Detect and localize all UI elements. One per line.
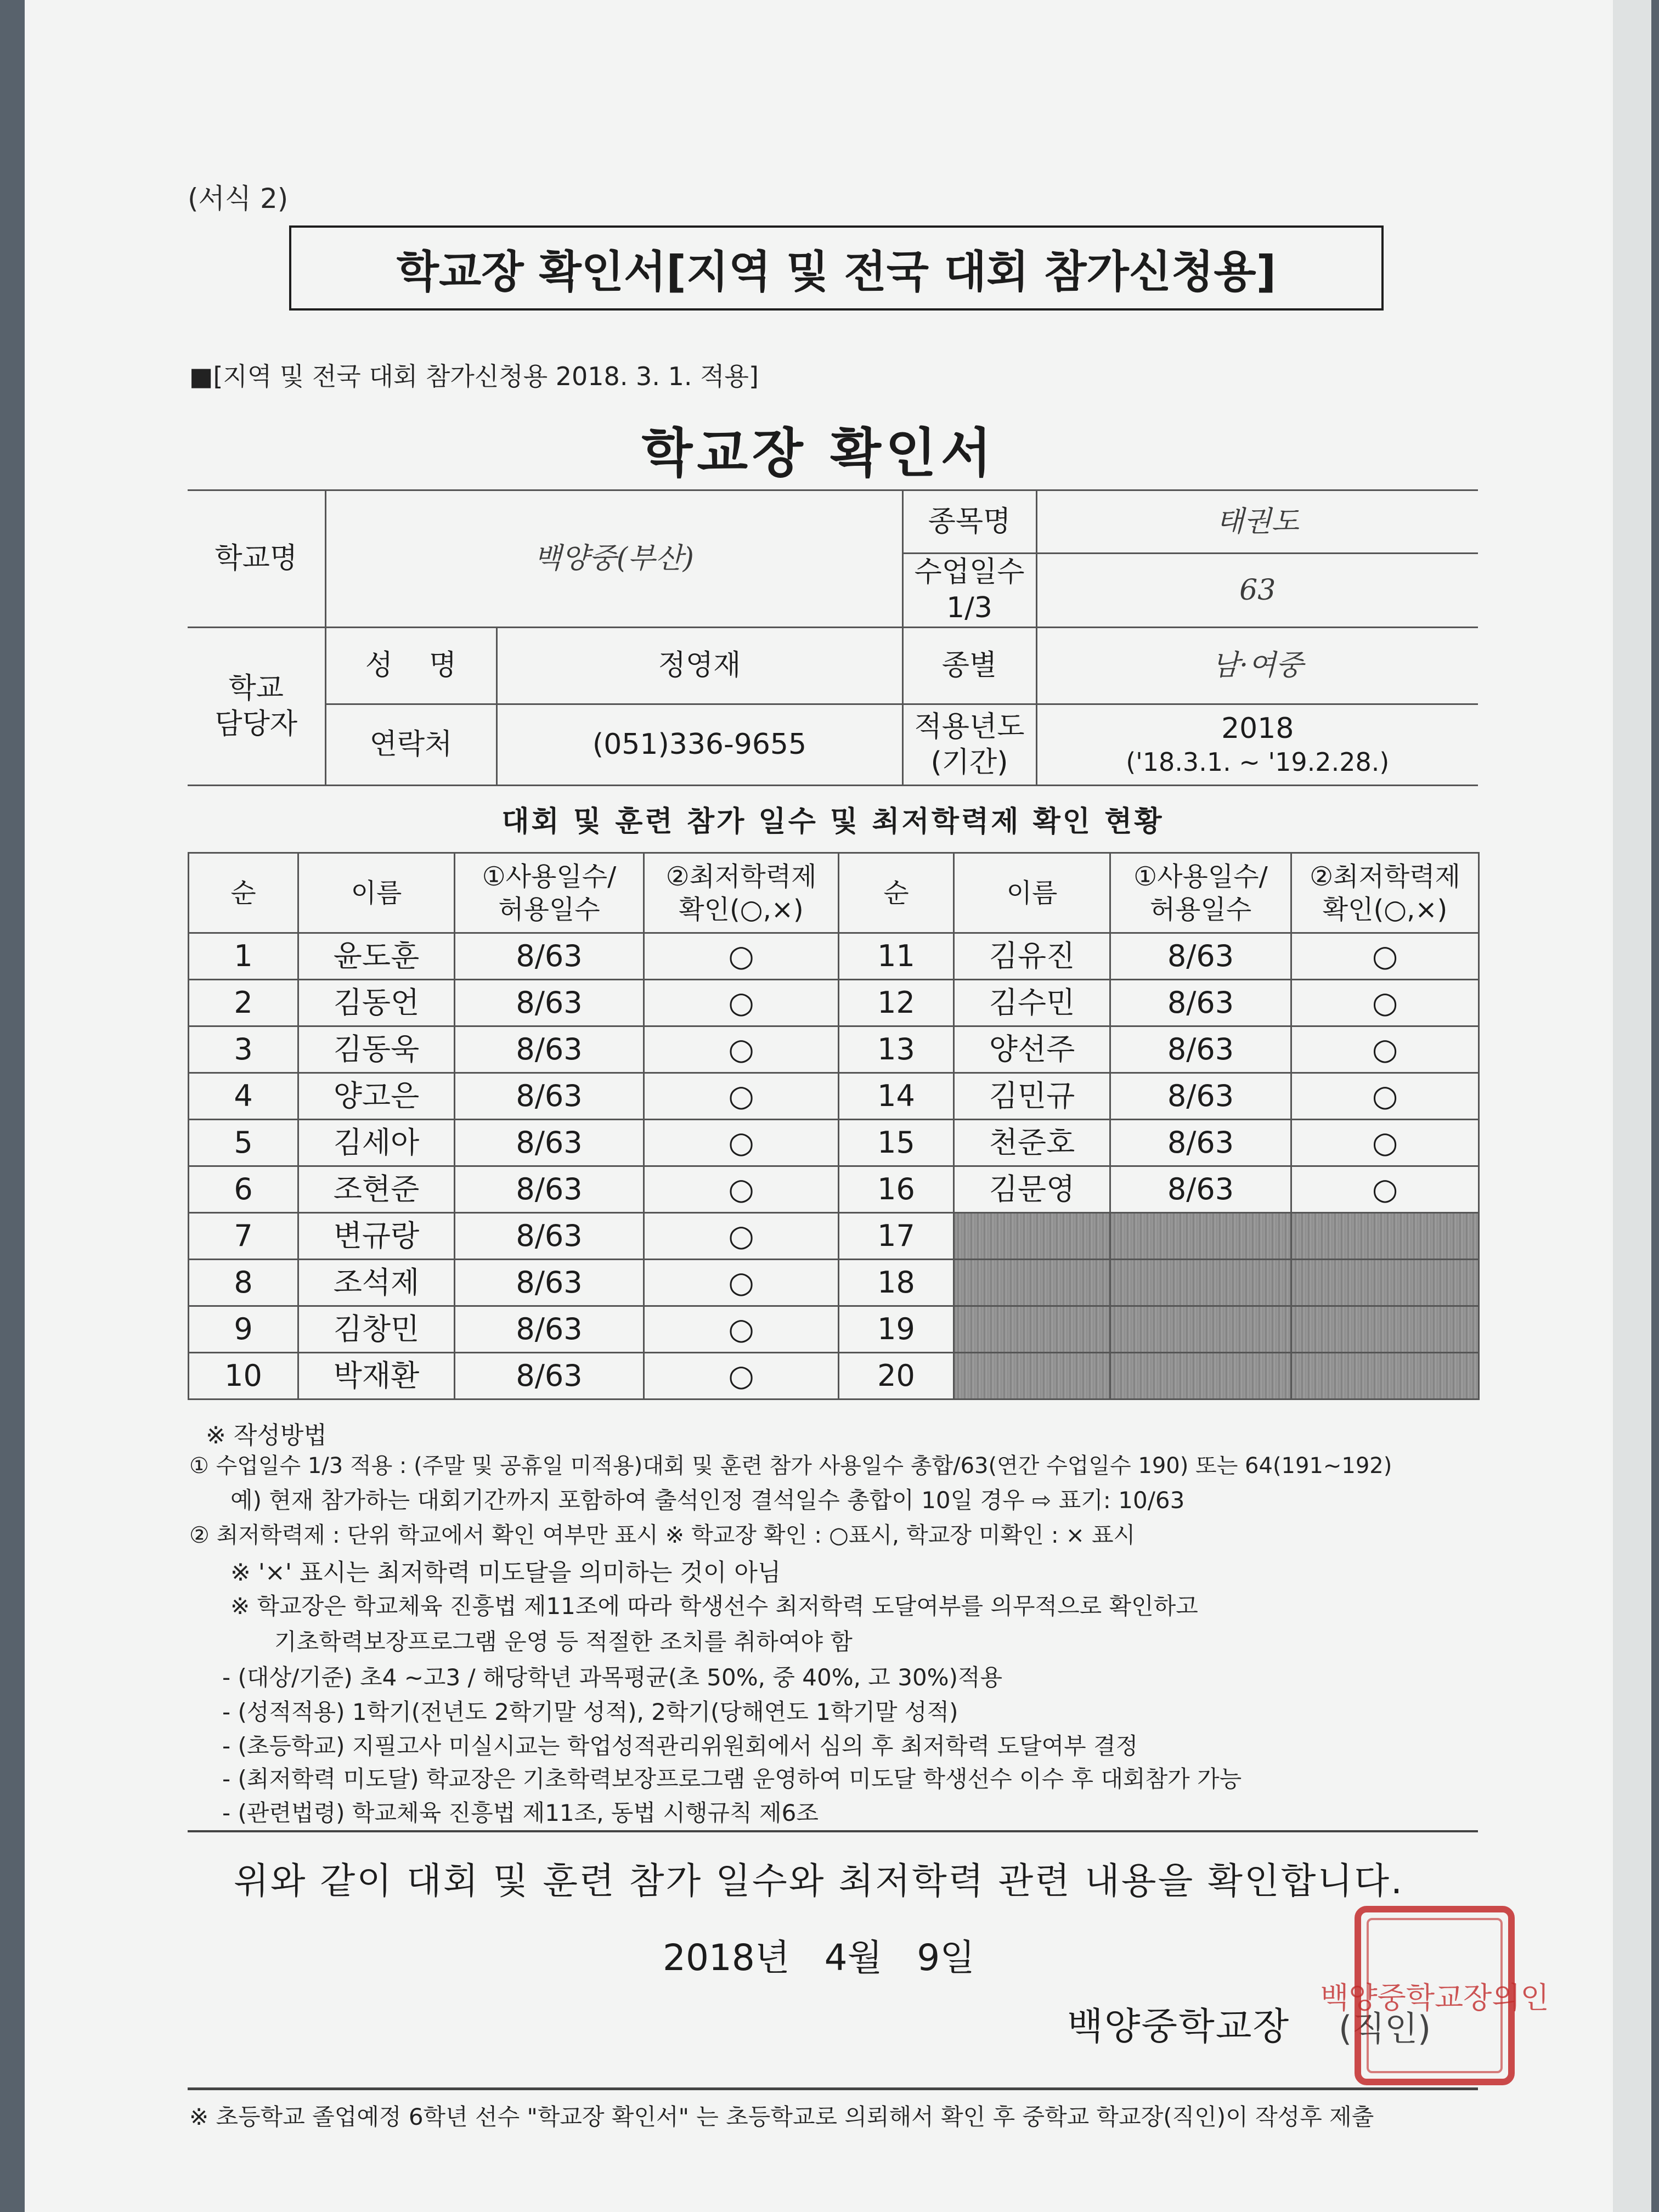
header-name-right: 이름 — [954, 853, 1110, 933]
roster-name: 박재환 — [298, 1353, 455, 1400]
header-min-line2: 확인(○,×) — [679, 894, 804, 925]
issue-date: 2018년 4월 9일 — [662, 1937, 975, 1979]
roster-no: 7 — [189, 1213, 298, 1260]
header-min — [644, 853, 839, 933]
roster-no: 3 — [189, 1026, 298, 1073]
year-label-line2: (기간) — [930, 746, 1008, 779]
name-value: 정영재 — [496, 628, 902, 704]
roster-days: 8/63 — [455, 1260, 644, 1306]
main-title: 학교장 확인서 — [641, 422, 996, 484]
contact-value: (051)336-9655 — [496, 704, 902, 786]
gender-value: 남·여중 — [1036, 628, 1478, 704]
header-days-right-line1: ①사용일수/ — [1133, 861, 1268, 892]
roster-check: ○ — [644, 1260, 839, 1306]
roster-days: 8/63 — [455, 980, 644, 1026]
roster-name-right: 양선주 — [954, 1026, 1110, 1073]
method-line6: 기초학력보장프로그램 운영 등 적절한 조치를 취하여야 함 — [274, 1628, 853, 1655]
footer-divider — [188, 2087, 1478, 2090]
roster-row — [189, 1353, 1479, 1400]
roster-days: 8/63 — [455, 1073, 644, 1120]
roster-no-right: 20 — [839, 1353, 954, 1400]
roster-row — [189, 1073, 1479, 1120]
roster-days-right — [1110, 1260, 1291, 1306]
roster-name-right — [954, 1306, 1110, 1353]
roster-check: ○ — [644, 1026, 839, 1073]
roster-name: 김세아 — [298, 1120, 455, 1166]
roster-check-right — [1291, 1353, 1479, 1400]
roster-no-right: 15 — [839, 1120, 954, 1166]
method-line4: ※ '×' 표시는 최저학력 미도달을 의미하는 것이 아님 — [230, 1559, 781, 1587]
principal-signature: 백양중학교장 — [1067, 2005, 1290, 2049]
year-value-line1: 2018 — [1221, 712, 1294, 746]
roster-name: 김동언 — [298, 980, 455, 1026]
roster-name-right: 김유진 — [954, 933, 1110, 980]
roster-name: 조석제 — [298, 1260, 455, 1306]
applicability-note: ■[지역 및 전국 대회 참가신청용 2018. 3. 1. 적용] — [189, 362, 759, 391]
roster-check-right — [1291, 1306, 1479, 1353]
roster-name-right: 천준호 — [954, 1120, 1110, 1166]
roster-check: ○ — [644, 980, 839, 1026]
class-days-value: 63 — [1036, 554, 1478, 628]
roster-no: 9 — [189, 1306, 298, 1353]
year-value — [1036, 704, 1478, 786]
roster-check: ○ — [644, 933, 839, 980]
document-page — [25, 0, 1613, 2212]
header-no: 순 — [189, 853, 298, 933]
roster-days: 8/63 — [455, 933, 644, 980]
roster-no: 5 — [189, 1120, 298, 1166]
seal-label: (직인) — [1339, 2008, 1431, 2049]
staff-label-line2: 담당자 — [215, 707, 298, 741]
staff-label-line1: 학교 — [228, 672, 284, 705]
header-days-right-line2: 허용일수 — [1149, 894, 1252, 925]
roster-check: ○ — [644, 1166, 839, 1213]
method-line3: ② 최저학력제 : 단위 학교에서 확인 여부만 표시 ※ 학교장 확인 : ○표시, 학교장 미확인 : × 표시 — [189, 1522, 1136, 1548]
roster-days-right: 8/63 — [1110, 1026, 1291, 1073]
roster-name: 조현준 — [298, 1166, 455, 1213]
roster-row — [189, 933, 1479, 980]
method-line5: ※ 학교장은 학교체육 진흥법 제11조에 따라 학생선수 최저학력 도달여부를 의무적으로 확인하고 — [230, 1593, 1198, 1620]
roster-name-right: 김민규 — [954, 1073, 1110, 1120]
roster-check-right: ○ — [1291, 1120, 1479, 1166]
roster-no-right: 19 — [839, 1306, 954, 1353]
event-value: 태권도 — [1036, 490, 1478, 554]
roster-row — [189, 1260, 1479, 1306]
roster-days-right: 8/63 — [1110, 980, 1291, 1026]
roster-no: 10 — [189, 1353, 298, 1400]
roster-row — [189, 1306, 1479, 1353]
seal-text: 백양중학교장의인 — [1320, 1980, 1549, 2015]
roster-days-right — [1110, 1306, 1291, 1353]
year-label-line1: 적용년도 — [914, 710, 1025, 743]
method-line10: - (최저학력 미도달) 학교장은 기초학력보장프로그램 운영하여 미도달 학생선수 이수 후 대회참가 가능 — [222, 1765, 1242, 1792]
roster-check: ○ — [644, 1120, 839, 1166]
roster-no-right: 13 — [839, 1026, 954, 1073]
roster-no-right: 17 — [839, 1213, 954, 1260]
roster-name: 김동욱 — [298, 1026, 455, 1073]
method-divider — [188, 1830, 1478, 1832]
method-line7: - (대상/기준) 초4 ~고3 / 해당학년 과목평균(초 50%, 중 40%, 고 30%)적용 — [222, 1664, 1003, 1691]
roster-days-right: 8/63 — [1110, 933, 1291, 980]
contact-label: 연락처 — [325, 704, 496, 786]
roster-name: 변규랑 — [298, 1213, 455, 1260]
roster-days-right: 8/63 — [1110, 1120, 1291, 1166]
header-min-right-line1: ②최저학력제 — [1310, 861, 1460, 892]
roster-row — [189, 980, 1479, 1026]
gender-label: 종별 — [902, 628, 1036, 704]
section-title: 대회 및 훈련 참가 일수 및 최저학력제 확인 현황 — [501, 805, 1164, 838]
header-min-right-line2: 확인(○,×) — [1322, 894, 1448, 925]
roster-days-right — [1110, 1353, 1291, 1400]
footer-note: ※ 초등학교 졸업예정 6학년 선수 "학교장 확인서" 는 초등학교로 의뢰해서 확인 후 중학교 학교장(직인)이 작성후 제출 — [189, 2103, 1374, 2130]
roster-no-right: 12 — [839, 980, 954, 1026]
class-days-label-line1: 수업일수 — [914, 556, 1025, 589]
method-heading: ※ 작성방법 — [206, 1421, 327, 1449]
form-number: (서식 2) — [188, 183, 289, 215]
roster-name: 윤도훈 — [298, 933, 455, 980]
roster-name-right — [954, 1260, 1110, 1306]
roster-no-right: 11 — [839, 933, 954, 980]
year-period: ('18.3.1. ~ '19.2.28.) — [1126, 747, 1390, 777]
roster-no: 1 — [189, 933, 298, 980]
roster-no: 4 — [189, 1073, 298, 1120]
roster-check-right: ○ — [1291, 933, 1479, 980]
roster-no-right: 18 — [839, 1260, 954, 1306]
class-days-label-line2: 1/3 — [946, 591, 992, 624]
class-days-label — [902, 554, 1036, 628]
name-label: 성 명 — [325, 628, 496, 704]
roster-days: 8/63 — [455, 1166, 644, 1213]
method-line1: ① 수업일수 1/3 적용 : (주말 및 공휴일 미적용)대회 및 훈련 참가 사용일수 총합/63(연간 수업일수 190) 또는 64(191~192) — [189, 1453, 1392, 1479]
roster-no: 8 — [189, 1260, 298, 1306]
roster-check: ○ — [644, 1213, 839, 1260]
header-days — [455, 853, 644, 933]
roster-no: 2 — [189, 980, 298, 1026]
method-line11: - (관련법령) 학교체육 진흥법 제11조, 동법 시행규칙 제6조 — [222, 1799, 819, 1826]
method-line8: - (성적적용) 1학기(전년도 2학기말 성적), 2학기(당해연도 1학기말 성적) — [222, 1699, 958, 1725]
year-label — [902, 704, 1036, 786]
roster-row — [189, 1166, 1479, 1213]
header-days-right — [1110, 853, 1291, 933]
roster-row — [189, 1026, 1479, 1073]
roster-days-right: 8/63 — [1110, 1166, 1291, 1213]
roster-name: 양고은 — [298, 1073, 455, 1120]
staff-label — [188, 628, 325, 786]
header-days-line1: ①사용일수/ — [482, 861, 617, 892]
header-min-line1: ②최저학력제 — [665, 861, 817, 892]
roster-name-right — [954, 1353, 1110, 1400]
header-days-line2: 허용일수 — [498, 894, 600, 925]
roster-check-right: ○ — [1291, 980, 1479, 1026]
roster-days-right: 8/63 — [1110, 1073, 1291, 1120]
method-line9: - (초등학교) 지필고사 미실시교는 학업성적관리위원회에서 심의 후 최저학력 도달여부 결정 — [222, 1733, 1138, 1759]
roster-no-right: 14 — [839, 1073, 954, 1120]
roster-days: 8/63 — [455, 1120, 644, 1166]
roster-check: ○ — [644, 1353, 839, 1400]
event-label: 종목명 — [902, 490, 1036, 554]
roster-check: ○ — [644, 1073, 839, 1120]
roster-name-right: 김수민 — [954, 980, 1110, 1026]
header-no-right: 순 — [839, 853, 954, 933]
document-title: 학교장 확인서[지역 및 전국 대회 참가신청용] — [289, 225, 1384, 311]
roster-days: 8/63 — [455, 1026, 644, 1073]
roster-days: 8/63 — [455, 1353, 644, 1400]
roster-name-right: 김문영 — [954, 1166, 1110, 1213]
roster-row — [189, 1213, 1479, 1260]
school-info-table — [188, 489, 1478, 786]
roster-days-right — [1110, 1213, 1291, 1260]
roster-no-right: 16 — [839, 1166, 954, 1213]
method-line2: 예) 현재 참가하는 대회기간까지 포함하여 출석인정 결석일수 총합이 10일 경우 ⇨ 표기: 10/63 — [230, 1487, 1185, 1514]
school-label: 학교명 — [188, 490, 325, 628]
roster-days: 8/63 — [455, 1213, 644, 1260]
roster-check-right: ○ — [1291, 1026, 1479, 1073]
roster-days: 8/63 — [455, 1306, 644, 1353]
roster-check-right: ○ — [1291, 1166, 1479, 1213]
roster-check-right: ○ — [1291, 1073, 1479, 1120]
roster-name: 김창민 — [298, 1306, 455, 1353]
roster-table — [188, 852, 1480, 1400]
school-value: 백양중(부산) — [325, 490, 902, 628]
header-name: 이름 — [298, 853, 455, 933]
roster-check: ○ — [644, 1306, 839, 1353]
official-seal-stamp — [1320, 1904, 1549, 2087]
header-min-right — [1291, 853, 1479, 933]
roster-no: 6 — [189, 1166, 298, 1213]
roster-check-right — [1291, 1260, 1479, 1306]
confirmation-statement: 위와 같이 대회 및 훈련 참가 일수와 최저학력 관련 내용을 확인합니다. — [234, 1860, 1404, 1902]
roster-row — [189, 1120, 1479, 1166]
roster-name-right — [954, 1213, 1110, 1260]
roster-check-right — [1291, 1213, 1479, 1260]
